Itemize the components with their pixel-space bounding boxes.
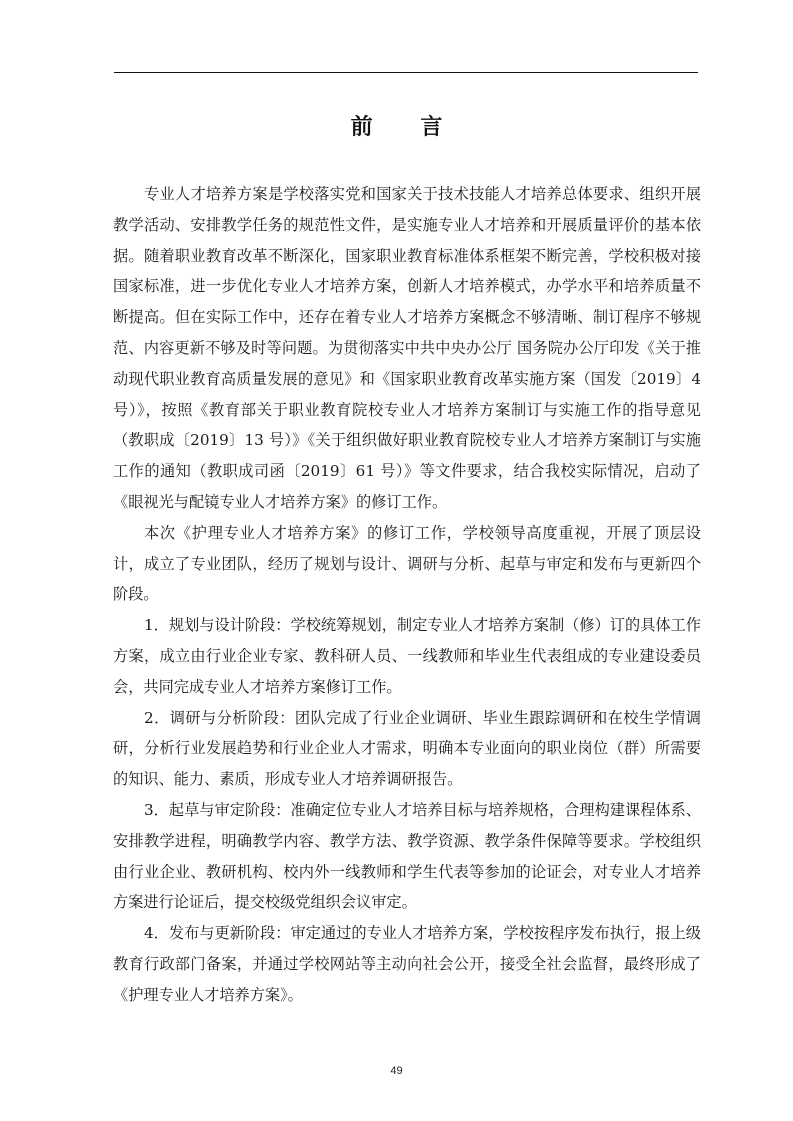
paragraph-stage-1: 1．规划与设计阶段：学校统筹规划，制定专业人才培养方案制（修）订的具体工作方案，成立由行业企业专家、教科研人员、一线教师和毕业生代表组成的专业建设委员会，共同完成专业人才培养方案修订工作。 <box>113 616 701 696</box>
page-number: 49 <box>390 1065 403 1077</box>
header-rule <box>114 72 698 73</box>
paragraph-stage-3: 3．起草与审定阶段：准确定位专业人才培养目标与培养规格，合理构建课程体系、安排教学进程，明确教学内容、教学方法、教学资源、教学条件保障等要求。学校组织由行业企业、教研机构、校内外一线教师和学生代表等参加的论证会，对专业人才培养方案进行论证后，提交校级党组织会议审定。 <box>113 800 701 912</box>
paragraph-stage-2: 2．调研与分析阶段：团队完成了行业企业调研、毕业生跟踪调研和在校生学情调研，分析行业发展趋势和行业企业人才需求，明确本专业面向的职业岗位（群）所需要的知识、能力、素质，形成专业人才培养调研报告。 <box>113 708 701 789</box>
document-body <box>113 179 701 1011</box>
paragraph-overview: 本次《护理专业人才培养方案》的修订工作，学校领导高度重视，开展了顶层设计，成立了专业团队，经历了规划与设计、调研与分析、起草与审定和发布与更新四个阶段。 <box>113 523 701 604</box>
paragraph-stage-4: 4．发布与更新阶段：审定通过的专业人才培养方案，学校按程序发布执行，报上级教育行政部门备案，并通过学校网站等主动向社会公开，接受全社会监督，最终形成了《护理专业人才培养方案》。 <box>113 924 701 1004</box>
paragraph-intro: 专业人才培养方案是学校落实党和国家关于技术技能人才培养总体要求、组织开展教学活动、安排教学任务的规范性文件，是实施专业人才培养和开展质量评价的基本依据。随着职业教育改革不断深化，国家职业教育标准体系框架不断完善，学校积极对接国家标准，进一步优化专业人才培养方案，创新人才培养模式，办学水平和培养质量不断提高。但在实际工作中，还存在着专业人才培养方案概念不够清晰、制订程序不够规范、内容更新不够及时等问题。为贯彻落实中共中央办公厅 国务院办公厅印发《关于推动现代职业教育高质量发展的意见》和《国家职业教育改革实施方案（国发〔2019〕4 号）》，按照《教育部关于职业教育院校专业人才培养方案制订与实施工作的指导意见（教职成〔2019〕13 号）》《关于组织做好职业教育院校专业人才培养方案制订与实施工作的通知（教职成司函〔2019〕61 号）》等文件要求，结合我校实际情况，启动了《眼视光与配镜专业人才培养方案》的修订工作。 <box>113 185 701 511</box>
page-title: 前 言 <box>350 115 463 140</box>
